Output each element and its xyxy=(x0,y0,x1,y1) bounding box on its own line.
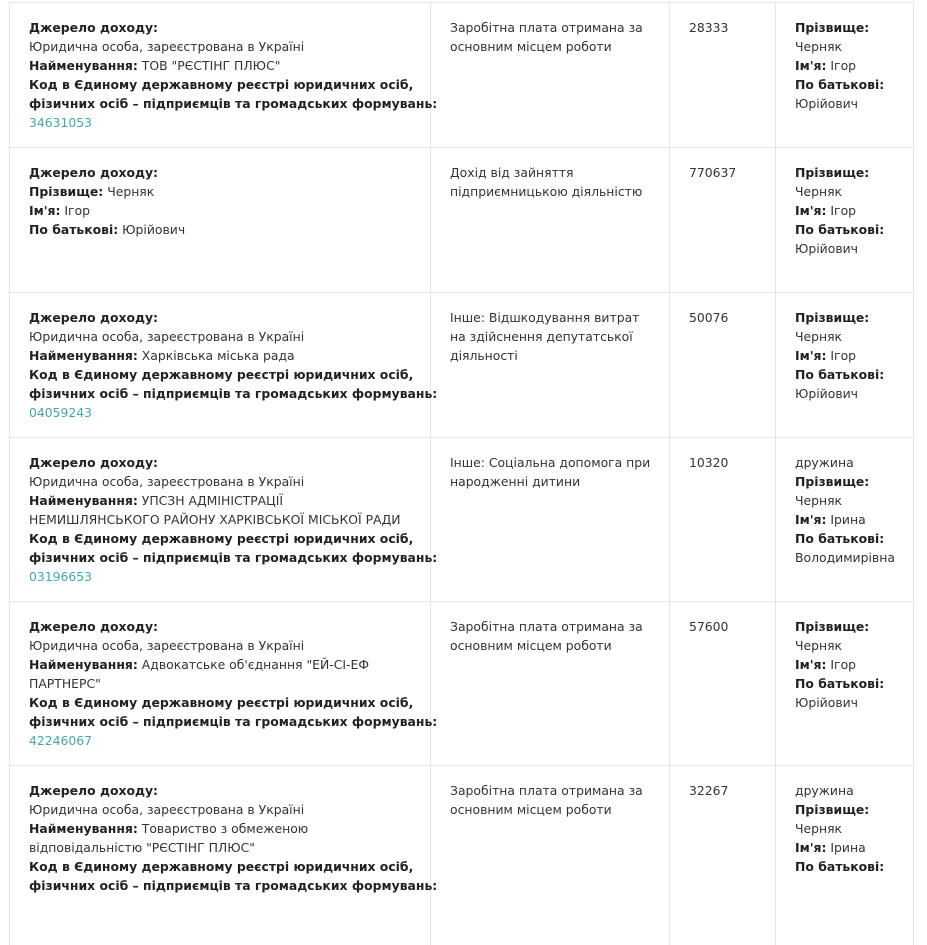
source-first-name: Ігор xyxy=(64,203,91,218)
income-source-cell xyxy=(10,766,438,945)
field-label: Код в Єдиному державному реєстрі юридичних осіб, xyxy=(29,859,414,874)
field-label: фізичних осіб – підприємців та громадських формувань: xyxy=(29,878,438,893)
field-line xyxy=(795,510,914,529)
recipient-cell xyxy=(776,766,914,945)
field-label: Прізвище: xyxy=(795,474,870,489)
organization-name: Харківська міська рада xyxy=(141,348,295,363)
field-line xyxy=(29,308,430,327)
field-label: Прізвище: xyxy=(795,802,870,817)
field-line xyxy=(795,857,914,876)
recipient-surname: Черняк xyxy=(795,329,843,344)
income-amount: 57600 xyxy=(689,619,729,634)
field-line xyxy=(29,384,438,403)
income-type: народженні дитини xyxy=(450,474,581,489)
recipient-surname: Черняк xyxy=(795,821,843,836)
field-line xyxy=(795,655,914,674)
field-label: Прізвище: xyxy=(795,20,870,35)
recipient-surname: Черняк xyxy=(795,638,843,653)
organization-name: ПАРТНЕРС" xyxy=(29,676,101,691)
income-type-cell xyxy=(431,148,670,292)
field-label: фізичних осіб – підприємців та громадських формувань: xyxy=(29,550,438,565)
organization-name: УПСЗН АДМІНІСТРАЦІЇ xyxy=(141,493,284,508)
income-amount: 10320 xyxy=(689,455,729,470)
table-row xyxy=(9,437,914,601)
field-label: Код в Єдиному державному реєстрі юридичних осіб, xyxy=(29,531,414,546)
field-label: Прізвище: xyxy=(795,619,870,634)
field-line xyxy=(795,56,914,75)
field-line xyxy=(29,781,430,800)
recipient-surname: Черняк xyxy=(795,493,843,508)
recipient-first-name: Ігор xyxy=(830,58,857,73)
source-type: Юридична особа, зареєстрована в Україні xyxy=(29,329,305,344)
income-source-cell xyxy=(10,602,438,765)
field-label: фізичних осіб – підприємців та громадських формувань: xyxy=(29,96,438,111)
field-line xyxy=(29,75,430,94)
field-line xyxy=(29,94,438,113)
field-label: Ім'я: xyxy=(795,512,827,527)
amount-cell xyxy=(670,148,776,292)
recipient-first-name: Ірина xyxy=(830,840,866,855)
field-line xyxy=(29,819,430,838)
field-line xyxy=(29,163,430,182)
field-label: фізичних осіб – підприємців та громадських формувань: xyxy=(29,714,438,729)
field-label: Джерело доходу: xyxy=(29,783,159,798)
field-line xyxy=(29,857,430,876)
income-type: основним місцем роботи xyxy=(450,802,612,817)
recipient-cell xyxy=(776,293,914,437)
source-type: Юридична особа, зареєстрована в Україні xyxy=(29,39,305,54)
field-line xyxy=(795,838,914,857)
field-label: Код в Єдиному державному реєстрі юридичних осіб, xyxy=(29,367,414,382)
field-line xyxy=(795,674,914,693)
income-type-cell xyxy=(431,293,670,437)
field-label: Ім'я: xyxy=(795,348,827,363)
income-type: Заробітна плата отримана за xyxy=(450,783,643,798)
field-line xyxy=(29,346,430,365)
field-label: Ім'я: xyxy=(29,203,61,218)
field-label: Найменування: xyxy=(29,657,138,672)
field-line xyxy=(29,453,430,472)
field-line xyxy=(795,308,914,327)
income-amount: 28333 xyxy=(689,20,729,35)
field-label: По батькові: xyxy=(795,859,885,874)
field-line xyxy=(29,182,430,201)
organization-name: Товариство з обмеженою xyxy=(141,821,309,836)
recipient-relation: дружина xyxy=(795,783,854,798)
recipient-first-name: Ігор xyxy=(830,657,857,672)
field-line xyxy=(795,163,914,182)
field-label: По батькові: xyxy=(795,77,885,92)
field-line xyxy=(29,56,430,75)
amount-cell xyxy=(670,602,776,765)
amount-cell xyxy=(670,438,776,601)
income-type: Інше: Відшкодування витрат xyxy=(450,310,640,325)
recipient-patronymic: Володимирівна xyxy=(795,550,895,565)
recipient-patronymic: Юрійович xyxy=(795,695,858,710)
registry-code: 34631053 xyxy=(29,115,93,130)
field-line xyxy=(795,800,914,819)
recipient-patronymic: Юрійович xyxy=(795,96,858,111)
income-type: Інше: Соціальна допомога при xyxy=(450,455,651,470)
field-label: По батькові: xyxy=(795,222,885,237)
income-source-cell xyxy=(10,148,431,292)
income-type: діяльності xyxy=(450,348,518,363)
field-line xyxy=(795,201,914,220)
field-label: Джерело доходу: xyxy=(29,455,159,470)
income-type-cell xyxy=(431,766,670,945)
registry-code: 04059243 xyxy=(29,405,93,420)
organization-name: відповідальністю "РЄСТІНГ ПЛЮС" xyxy=(29,840,255,855)
field-line xyxy=(795,617,914,636)
field-line xyxy=(795,529,914,548)
field-label: Код в Єдиному державному реєстрі юридичних осіб, xyxy=(29,77,414,92)
field-label: По батькові: xyxy=(795,531,885,546)
income-amount: 50076 xyxy=(689,310,729,325)
source-type: Юридична особа, зареєстрована в Україні xyxy=(29,638,305,653)
income-type: підприємницькою діяльністю xyxy=(450,184,643,199)
field-label: Найменування: xyxy=(29,348,138,363)
recipient-first-name: Ігор xyxy=(830,348,857,363)
field-label: фізичних осіб – підприємців та громадських формувань: xyxy=(29,386,438,401)
registry-code: 03196653 xyxy=(29,569,93,584)
field-label: Ім'я: xyxy=(795,58,827,73)
income-source-cell xyxy=(10,3,438,147)
income-amount: 32267 xyxy=(689,783,729,798)
source-type: Юридична особа, зареєстрована в Україні xyxy=(29,802,305,817)
income-type-cell xyxy=(431,602,670,765)
income-type: Дохід від зайняття xyxy=(450,165,574,180)
field-label: Найменування: xyxy=(29,493,138,508)
source-surname: Черняк xyxy=(107,184,155,199)
field-label: Ім'я: xyxy=(795,840,827,855)
income-amount: 770637 xyxy=(689,165,737,180)
recipient-first-name: Ігор xyxy=(830,203,857,218)
field-label: Код в Єдиному державному реєстрі юридичних осіб, xyxy=(29,695,414,710)
field-line xyxy=(29,365,430,384)
field-line xyxy=(795,365,914,384)
source-patronymic: Юрійович xyxy=(122,222,186,237)
recipient-cell xyxy=(776,148,914,292)
organization-name: Адвокатське об'єднання "ЕЙ-СІ-ЕФ xyxy=(141,657,369,672)
table-row xyxy=(9,601,914,765)
field-line xyxy=(29,617,430,636)
field-line xyxy=(29,201,430,220)
income-source-cell xyxy=(10,293,438,437)
field-line xyxy=(795,75,914,94)
field-label: Джерело доходу: xyxy=(29,20,159,35)
income-source-cell xyxy=(10,438,438,601)
income-type: на здійснення депутатської xyxy=(450,329,633,344)
income-type: основним місцем роботи xyxy=(450,638,612,653)
table-row xyxy=(9,2,914,147)
income-type: Заробітна плата отримана за xyxy=(450,20,643,35)
field-label: Найменування: xyxy=(29,821,138,836)
income-type: Заробітна плата отримана за xyxy=(450,619,643,634)
recipient-cell xyxy=(776,3,914,147)
amount-cell xyxy=(670,766,776,945)
recipient-surname: Черняк xyxy=(795,184,843,199)
field-line xyxy=(795,220,914,239)
field-label: Ім'я: xyxy=(795,203,827,218)
income-type-cell xyxy=(431,3,670,147)
amount-cell xyxy=(670,3,776,147)
field-label: По батькові: xyxy=(29,222,119,237)
field-label: По батькові: xyxy=(795,367,885,382)
field-line xyxy=(29,693,430,712)
field-label: Прізвище: xyxy=(29,184,104,199)
field-line xyxy=(29,529,430,548)
field-line xyxy=(29,712,438,731)
recipient-patronymic: Юрійович xyxy=(795,241,858,256)
field-line xyxy=(795,346,914,365)
field-label: Найменування: xyxy=(29,58,138,73)
table-row xyxy=(9,765,914,945)
organization-name: ТОВ "РЄСТІНГ ПЛЮС" xyxy=(141,58,281,73)
field-line xyxy=(29,548,438,567)
table-row xyxy=(9,147,914,292)
field-label: Ім'я: xyxy=(795,657,827,672)
recipient-cell xyxy=(776,438,914,601)
recipient-cell xyxy=(776,602,914,765)
table-row xyxy=(9,292,914,437)
field-line xyxy=(29,655,430,674)
amount-cell xyxy=(670,293,776,437)
field-line xyxy=(795,472,914,491)
field-label: Прізвище: xyxy=(795,165,870,180)
field-label: По батькові: xyxy=(795,676,885,691)
field-label: Джерело доходу: xyxy=(29,165,159,180)
recipient-patronymic: Юрійович xyxy=(795,386,858,401)
field-line xyxy=(795,18,914,37)
registry-code: 42246067 xyxy=(29,733,93,748)
income-type-cell xyxy=(431,438,670,601)
recipient-first-name: Ірина xyxy=(830,512,866,527)
recipient-relation: дружина xyxy=(795,455,854,470)
source-type: Юридична особа, зареєстрована в Україні xyxy=(29,474,305,489)
recipient-surname: Черняк xyxy=(795,39,843,54)
field-line xyxy=(29,491,430,510)
field-line xyxy=(29,220,430,239)
field-label: Джерело доходу: xyxy=(29,310,159,325)
income-type: основним місцем роботи xyxy=(450,39,612,54)
field-line xyxy=(29,18,430,37)
organization-name: НЕМИШЛЯНСЬКОГО РАЙОНУ ХАРКІВСЬКОЇ МІСЬКОЇ РАДИ xyxy=(29,512,401,527)
field-label: Джерело доходу: xyxy=(29,619,159,634)
field-label: Прізвище: xyxy=(795,310,870,325)
